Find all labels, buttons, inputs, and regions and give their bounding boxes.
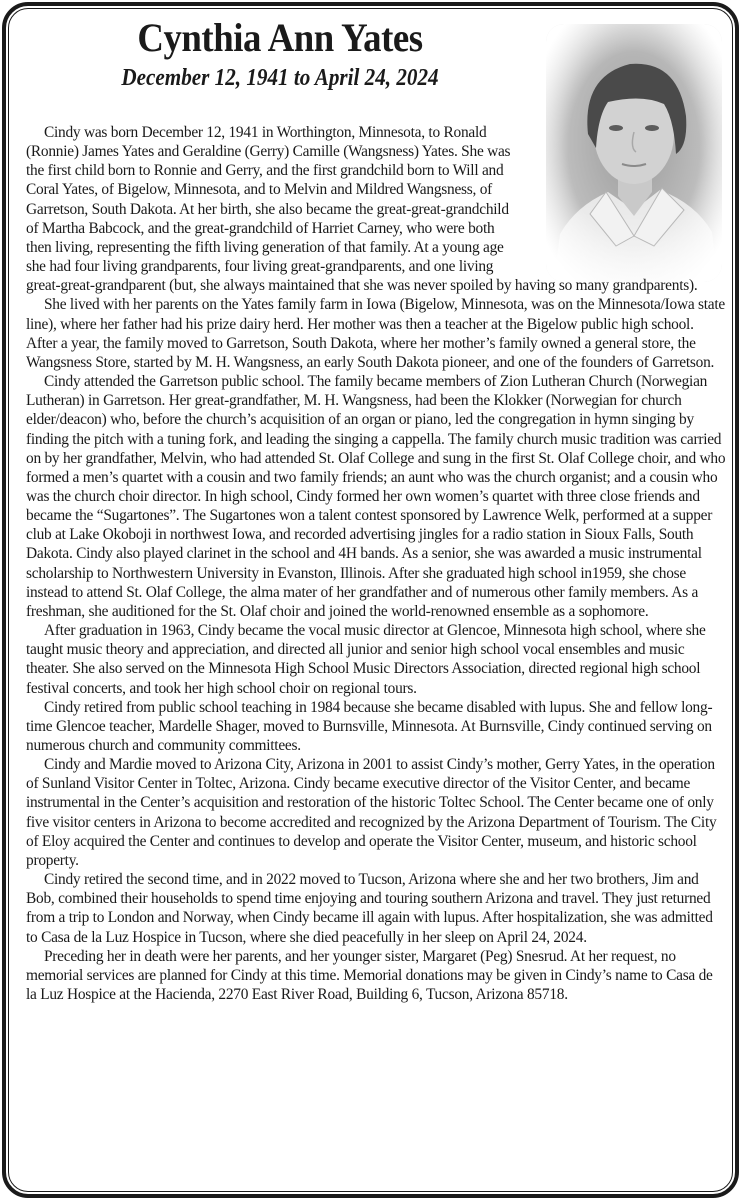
paragraph-retirement: Cindy retired from public school teaching in 1984 because she became disabled with lupus. She and fellow long-time Glencoe teacher, Mardelle Shager, moved to Burnsville, Minnesota. At Burnsville, Cindy continued serving on numerous church and community committees. [26, 698, 713, 754]
photo-wrap-spacer [520, 123, 726, 273]
paragraph-birth: Cindy was born December 12, 1941 in Worthington, Minnesota, to Ronald (Ronnie) James Yates and Geraldine (Gerry) Camille (Wangsness) Yates. She was the first child born to Ronnie and Gerry, and the first grandchild born to Will and Coral Yates, of Bigelow, Minnesota, and to Melvin and Mildred Wangsness, of Garretson, South Dakota. At her birth, she also became the great-great-grandchild of Martha Babcock, and the great-grandchild of Harriet Carney, who were both then living, representing the fifth living generation of that family. At a young age she had four living grandparents, four living great-grandparents, and one living great-great-grandparent (but, she always maintained that she was never spoiled by having so many grandparents). [26, 124, 698, 295]
paragraph-survivors-memorial: Preceding her in death were her parents, and her younger sister, Margaret (Peg) Snesrud. At her request, no memorial services are planned for Cindy at this time. Memorial donations may be given in Cindy’s name to Casa de la Luz Hospice at the Hacienda, 2270 East River Road, Building 6, Tucson, Arizona 85718. [26, 947, 713, 1004]
paragraph-tucson: Cindy retired the second time, and in 2022 moved to Tucson, Arizona where she and her two brothers, Jim and Bob, combined their households to spend time enjoying and touring southern Arizona and travel. They just returned from a trip to London and Norway, when Cindy became ill again with lupus. After hospitalization, she was admitted to Casa de la Luz Hospice in Tucson, where she died peacefully in her sleep on April 24, 2024. [26, 871, 713, 946]
paragraph-arizona: Cindy and Mardie moved to Arizona City, Arizona in 2001 to assist Cindy’s mother, Gerry Yates, in the operation of Sunland Visitor Center in Toltec, Arizona. Cindy became executive director of the Visitor Center, and became instrumental in the Center’s acquisition and restoration of the historic Toltec School. The Center became one of only five visitor centers in Arizona to become accredited and recognized by the Arizona Department of Tourism. The City of Eloy acquired the Center and continues to develop and operate the Visitor Center, museum, and historic school property. [26, 756, 717, 869]
obituary-body [26, 123, 726, 1004]
obituary-dates: December 12, 1941 to April 24, 2024 [121, 65, 439, 91]
paragraph-music-heritage: Cindy attended the Garretson public school. The family became members of Zion Lutheran Church (Norwegian Lutheran) in Garretson. Her great-grandfather, M. H. Wangsness, had been the Klokker (Norwegian for church elder/deacon) who, before the church’s acquisition of an organ or piano, led the congregation in hymn singing by finding the pitch with a tuning fork, and leading the singing a cappella. The family church music tradition was carried on by her grandfather, Melvin, who had attended St. Olaf College and sung in the first St. Olaf College choir, and who formed a men’s quartet with a cousin and two family friends; an aunt who was the church organist; and a cousin who was the church choir director. In high school, Cindy formed her own women’s quartet with three close friends and became the “Sugartones”. The Sugartones won a talent contest sponsored by Lawrence Welk, performed at a supper club at Lake Okoboji in northwest Iowa, and recorded advertising jingles for a radio station in Sioux Falls, South Dakota. Cindy also played clarinet in the school and 4H bands. As a senior, she was awarded a music instrumental scholarship to Northwestern University in Evanston, Illinois. After she graduated high school in1959, she chose instead to attend St. Olaf College, the alma mater of her grandfather and of numerous other family members. As a freshman, she auditioned for the St. Olaf choir and joined the world-renowned ensemble as a sophomore. [26, 373, 726, 620]
obituary-name: Cynthia Ann Yates [137, 15, 423, 60]
paragraph-childhood: She lived with her parents on the Yates family farm in Iowa (Bigelow, Minnesota, was on the Minnesota/Iowa state line), where her father had his prize dairy herd. Her mother was then a teacher at the Bigelow public high school. After a year, the family moved to Garretson, South Dakota, where her mother’s family owned a general store, the Wangsness Store, started by M. H. Wangsness, an early South Dakota pioneer, and one of the founders of Garretson. [26, 296, 725, 371]
paragraph-career: After graduation in 1963, Cindy became the vocal music director at Glencoe, Minnesota high school, where she taught music theory and appreciation, and directed all junior and senior high school vocal ensembles and music theater. She also served on the Minnesota High School Music Directors Association, directed regional high school festival concerts, and took her high school choir on regional tours. [26, 622, 706, 697]
